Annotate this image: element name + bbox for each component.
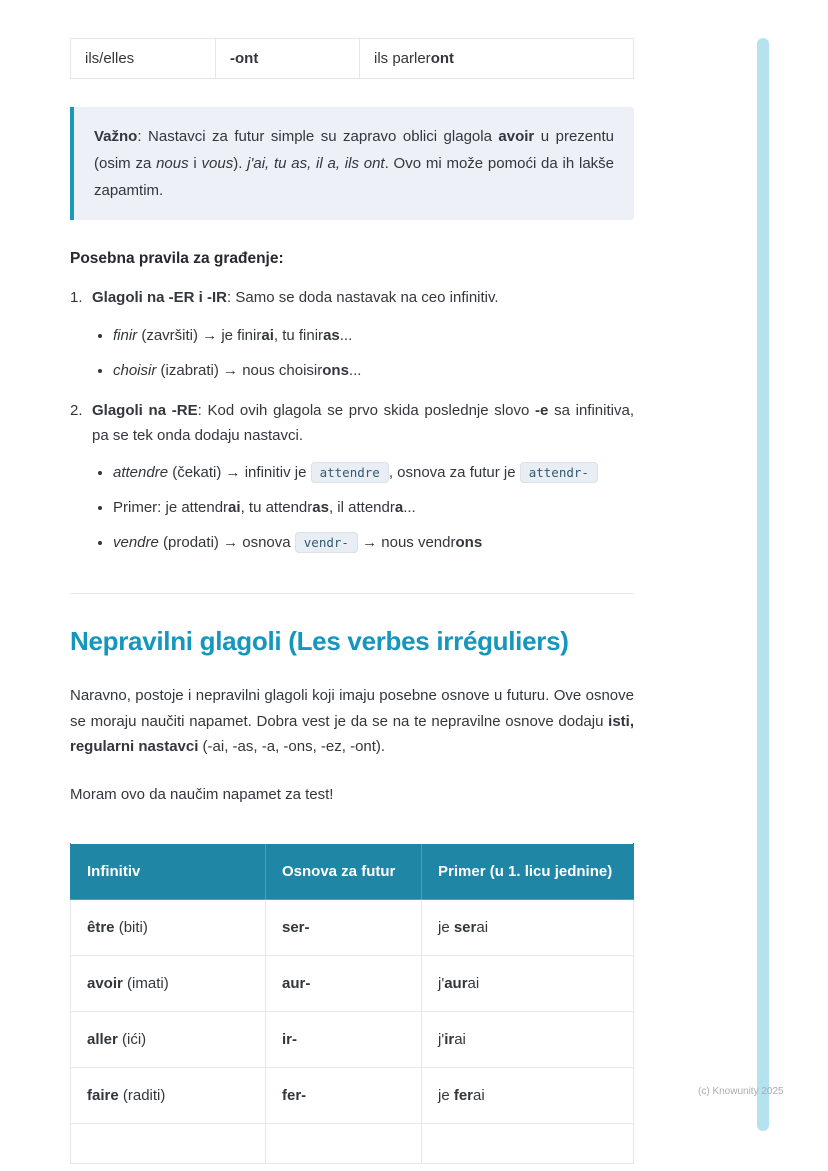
watermark: (c) Knowunity 2025 [698,1086,784,1097]
list-item-body [92,286,634,383]
scrollbar[interactable] [757,38,769,1131]
list-item-text: Glagoli na -ER i -IR: Samo se doda nastavak na ceo infinitiv. [92,289,499,306]
cell-example: j'irai [422,1012,634,1068]
cell-stem: ser- [266,900,422,956]
list-number: 1. [70,289,83,306]
cell-example: je serai [422,900,634,956]
irregular-verbs-table [70,843,634,1164]
column-header-example: Primer (u 1. licu jednine) [422,844,634,900]
cell-stem [266,1124,422,1164]
list-item: • Primer: je attendrai, tu attendras, il attendra... [113,496,634,520]
list-item [70,399,634,556]
cell-stem: fer- [266,1068,422,1124]
table-row [71,1068,634,1124]
table-row [71,1012,634,1068]
list-item-body [92,399,634,556]
table-cell-example: ils parleront [359,39,634,78]
rules-ordered-list [70,286,634,555]
table-row [71,1124,634,1164]
cell-infinitive: être (biti) [71,900,266,956]
paragraph: Moram ovo da naučim napamet za test! [70,785,334,803]
callout-text: Važno: Nastavci za futur simple su zapravo oblici glagola avoir u prezentu (osim za nous i vous). j'ai, tu as, il a, ils ont. Ovo mi može pomoći da ih lakše zapamtim. [94,128,614,199]
cell-infinitive: aller (ići) [71,1012,266,1068]
cell-infinitive: avoir (imati) [71,956,266,1012]
cell-stem: ir- [266,1012,422,1068]
cell-infinitive [71,1124,266,1164]
section-title: Nepravilni glagoli (Les verbes irréguliers) [70,626,569,657]
cell-example: j'aurai [422,956,634,1012]
list-item-text: Glagoli na -RE: Kod ovih glagola se prvo skida poslednje slovo -e sa infinitiva, pa se tek onda dodaju nastavci. [92,401,634,444]
rules-heading: Posebna pravila za građenje: [70,250,284,267]
conjugation-table-last-row [70,38,634,79]
content-column [70,0,634,1164]
paragraph: Naravno, postoje i nepravilni glagoli koji imaju posebne osnove u futuru. Ove osnove se moraju naučiti napamet. Dobra vest je da se na te nepravilne osnove dodaju isti, regularni nastavci (-ai, -as, -a, -ons, -ez, -ont). [70,687,634,756]
section-divider [70,593,634,594]
table-header-row [71,844,634,900]
column-header-infinitive: Infinitiv [71,844,266,900]
list-item [70,286,634,383]
cell-example [422,1124,634,1164]
list-number: 2. [70,401,83,419]
cell-stem: aur- [266,956,422,1012]
cell-infinitive: faire (raditi) [71,1068,266,1124]
table-row [71,956,634,1012]
list-item: • finir (završiti) → je finirai, tu finiras... [113,324,634,348]
cell-example: je ferai [422,1068,634,1124]
sub-bullet-list [92,461,634,555]
table-row [71,900,634,956]
table-cell-pronoun: ils/elles [70,39,215,78]
list-item: • attendre (čekati) → infinitiv je attendre , osnova za futur je attendr- [113,461,634,485]
column-header-stem: Osnova za futur [266,844,422,900]
important-callout [70,107,634,220]
list-item: • choisir (izabrati) → nous choisirons... [113,359,634,383]
table-cell-ending: -ont [215,39,359,78]
list-item: • vendre (prodati) → osnova vendr- → nous vendrons [113,531,634,555]
sub-bullet-list [92,324,634,383]
